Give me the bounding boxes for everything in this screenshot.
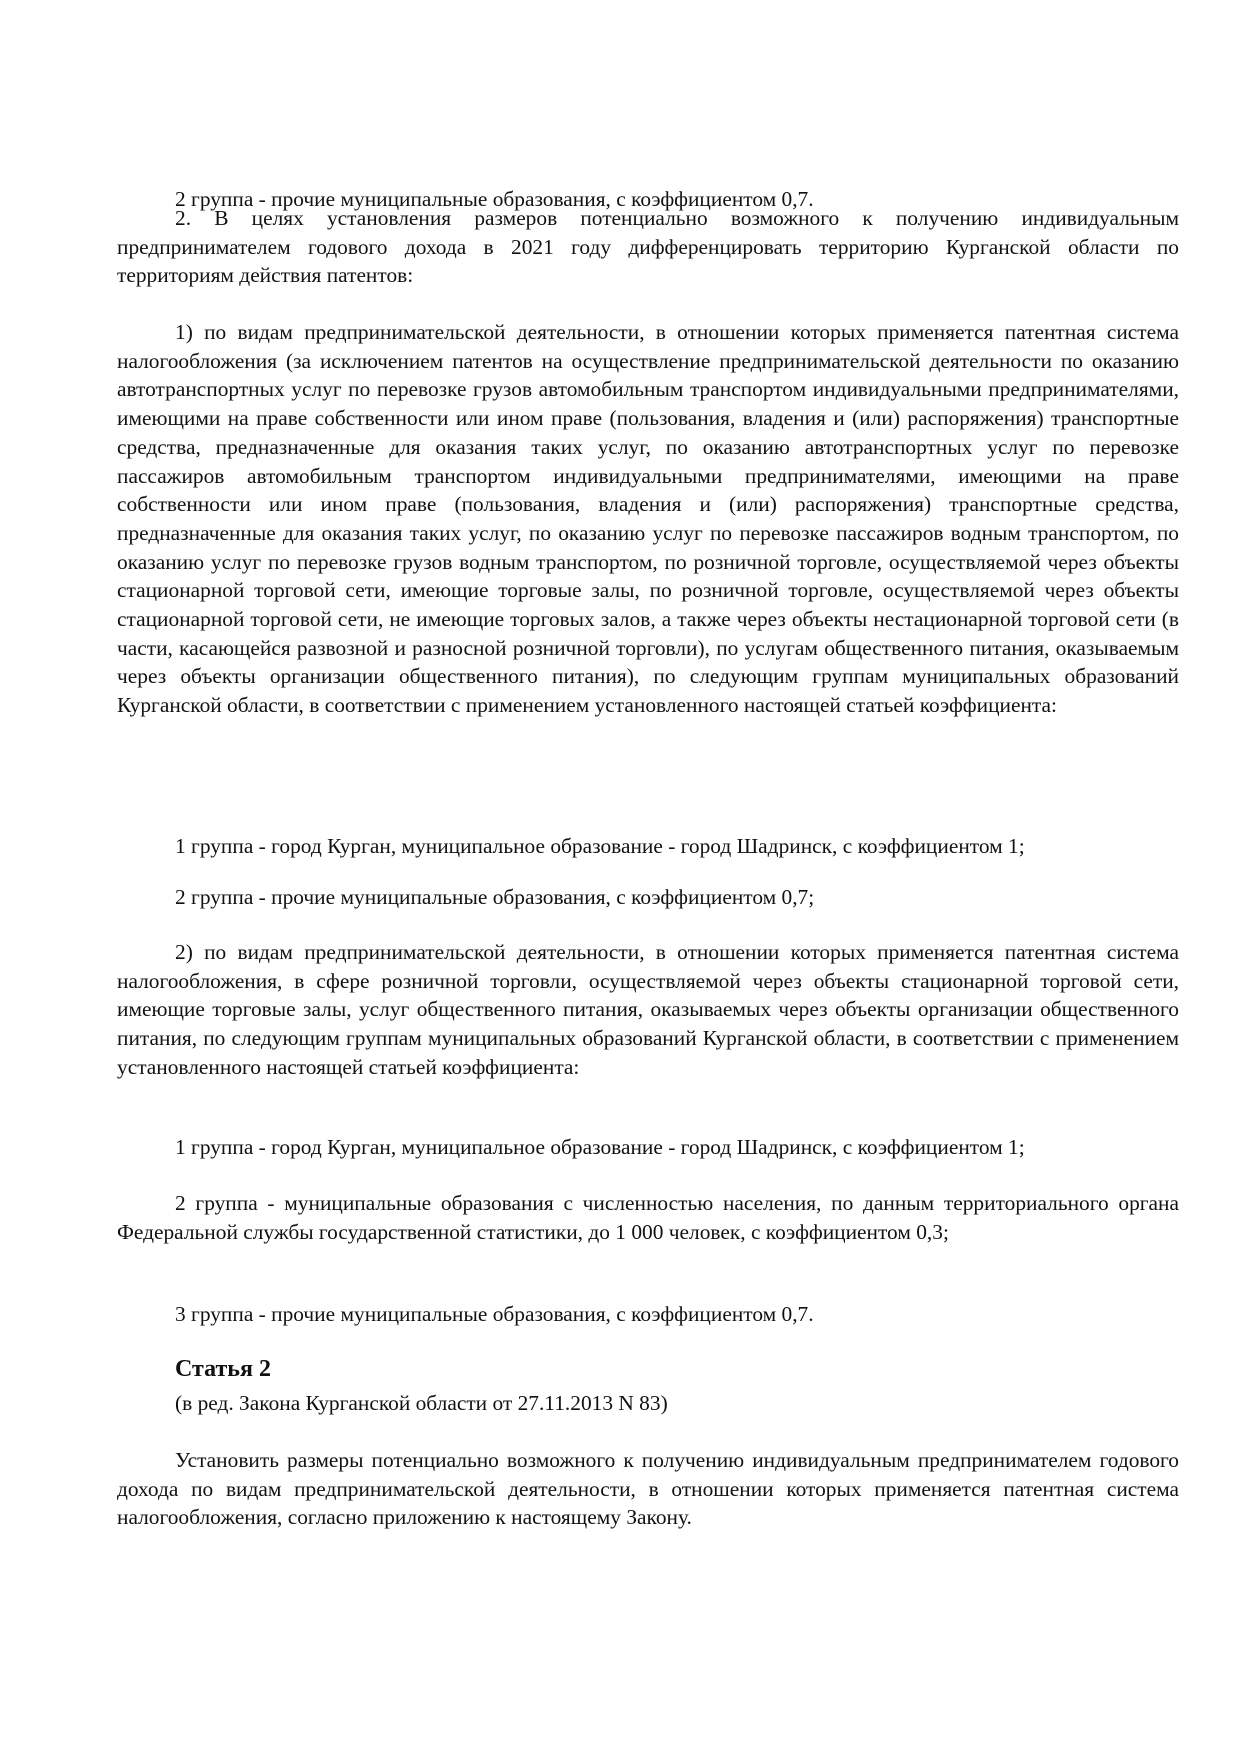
- article-heading: Статья 2: [175, 1356, 271, 1382]
- paragraph-group-3: 3 группа - прочие муниципальные образования, с коэффициентом 0,7.: [175, 1302, 814, 1326]
- paragraph-subpoint-1: 1) по видам предпринимательской деятельности, в отношении которых применяется патентная система налогообложения (за исключением патентов на осуществление предпринимательской деятельности по оказанию автотранспортных услуг по перевозке грузов автомобильным транспортом индивидуальными предпринимателями, имеющими на праве собственности или ином праве (пользования, владения и (или) распоряжения) транспортные средства, предназначенные для оказания таких услуг, по оказанию автотранспортных услуг по перевозке пассажиров автомобильным транспортом индивидуальными предпринимателями, имеющими на праве собственности или ином праве (пользования, владения и (или) распоряжения) транспортные средства, предназначенные для оказания таких услуг, по оказанию услуг по перевозке пассажиров водным транспортом, по оказанию услуг по перевозке грузов водным транспортом, по розничной торговле, осуществляемой через объекты стационарной торговой сети, имеющие торговые залы, по розничной торговле, осуществляемой через объекты стационарной торговой сети, не имеющие торговых залов, а также через объекты нестационарной торговой сети (в части, касающейся развозной и разносной розничной торговли), по услугам общественного питания, оказываемым через объекты организации общественного питания), по следующим группам муниципальных образований Курганской области, в соответствии с применением установленного настоящей статьей коэффициента:: [117, 320, 1179, 718]
- paragraph-group-1-b: 1 группа - город Курган, муниципальное образование - город Шадринск, с коэффициентом 1;: [175, 1135, 1025, 1159]
- paragraph-group-2: 2 группа - прочие муниципальные образования, с коэффициентом 0,7;: [175, 885, 815, 909]
- amendment-note: (в ред. Закона Курганской области от 27.11.2013 N 83): [175, 1391, 668, 1415]
- article-text: Установить размеры потенциально возможного к получению индивидуальным предпринимателем годового дохода по видам предпринимательской деятельности, в отношении которых применяется патентная система налогообложения, согласно приложению к настоящему Закону.: [117, 1448, 1179, 1530]
- paragraph-subpoint-2: 2) по видам предпринимательской деятельности, в отношении которых применяется патентная система налогообложения, в сфере розничной торговли, осуществляемой через объекты стационарной торговой сети, имеющие торговые залы, услуг общественного питания, оказываемых через объекты организации общественного питания, по следующим группам муниципальных образований Курганской области, в соответствии с применением установленного настоящей статьей коэффициента:: [117, 940, 1179, 1079]
- paragraph-group-1: 1 группа - город Курган, муниципальное образование - город Шадринск, с коэффициентом 1;: [175, 834, 1025, 858]
- paragraph-point-2: 2. В целях установления размеров потенциально возможного к получению индивидуальным предпринимателем годового дохода в 2021 году дифференцировать территорию Курганской области по территориям действия патентов:: [117, 206, 1179, 288]
- paragraph-group-2-coefficient: 2 группа - прочие муниципальные образования, с коэффициентом 0,7.: [175, 187, 814, 211]
- paragraph-group-2-b: 2 группа - муниципальные образования с численностью населения, по данным территориального органа Федеральной службы государственной статистики, до 1 000 человек, с коэффициентом 0,3;: [117, 1191, 1179, 1244]
